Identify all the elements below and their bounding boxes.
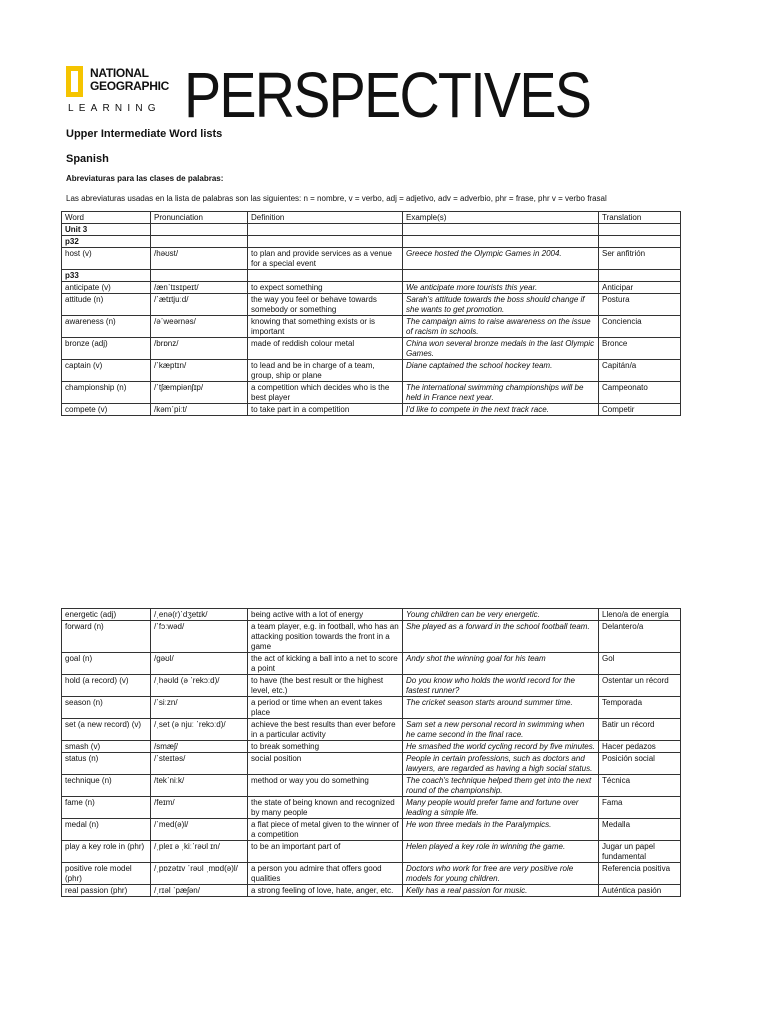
table-row — [62, 885, 681, 897]
word-cell: attitude (n) — [62, 294, 151, 316]
translation-cell: Delantero/a — [599, 621, 681, 653]
pronunciation-cell: /᾽med(ə)l/ — [151, 819, 248, 841]
table-header-row — [62, 212, 681, 224]
translation-cell: Bronce — [599, 338, 681, 360]
definition-cell: achieve the best results than ever before in a particular activity — [248, 719, 403, 741]
example-cell: Do you know who holds the world record for the fastest runner? — [403, 675, 599, 697]
unit-row — [62, 224, 681, 236]
example-cell: People in certain professions, such as doctors and lawyers, are regarded as having a high social status. — [403, 753, 599, 775]
word-cell: technique (n) — [62, 775, 151, 797]
definition-cell: a flat piece of metal given to the winner of a competition — [248, 819, 403, 841]
pronunciation-cell: /tek᾽niːk/ — [151, 775, 248, 797]
translation-cell: Anticipar — [599, 282, 681, 294]
header-translation: Translation — [599, 212, 681, 224]
table-row — [62, 775, 681, 797]
word-cell: fame (n) — [62, 797, 151, 819]
page-row — [62, 236, 681, 248]
table-row — [62, 382, 681, 404]
translation-cell: Técnica — [599, 775, 681, 797]
table-row — [62, 609, 681, 621]
word-cell: medal (n) — [62, 819, 151, 841]
abbreviations-title: Abreviaturas para las clases de palabras: — [66, 174, 224, 183]
example-cell: The coach's technique helped them get into the next round of the championship. — [403, 775, 599, 797]
definition-cell: to lead and be in charge of a team, group, ship or plane — [248, 360, 403, 382]
table-row — [62, 360, 681, 382]
word-list-table-1 — [61, 211, 681, 416]
header-word: Word — [62, 212, 151, 224]
table-row — [62, 316, 681, 338]
pronunciation-cell: /həʊst/ — [151, 248, 248, 270]
example-cell: Young children can be very energetic. — [403, 609, 599, 621]
translation-cell: Medalla — [599, 819, 681, 841]
definition-cell: to break something — [248, 741, 403, 753]
word-cell: host (v) — [62, 248, 151, 270]
definition-cell: a competition which decides who is the best player — [248, 382, 403, 404]
language-heading: Spanish — [66, 153, 109, 165]
definition-cell: made of reddish colour metal — [248, 338, 403, 360]
example-cell: We anticipate more tourists this year. — [403, 282, 599, 294]
pronunciation-cell: /᾽kæptɪn/ — [151, 360, 248, 382]
pronunciation-cell: /brɒnz/ — [151, 338, 248, 360]
word-cell: status (n) — [62, 753, 151, 775]
header-definition: Definition — [248, 212, 403, 224]
example-cell: Greece hosted the Olympic Games in 2004. — [403, 248, 599, 270]
header-examples: Example(s) — [403, 212, 599, 224]
translation-cell: Ser anfitrión — [599, 248, 681, 270]
definition-cell: a period or time when an event takes place — [248, 697, 403, 719]
translation-cell: Capitán/a — [599, 360, 681, 382]
example-cell: The cricket season starts around summer time. — [403, 697, 599, 719]
pronunciation-cell: /ˌpleɪ ə ˌkiː᾽rəʊl ɪn/ — [151, 841, 248, 863]
pronunciation-cell: /feɪm/ — [151, 797, 248, 819]
word-list-table-2 — [61, 608, 681, 897]
table-row — [62, 841, 681, 863]
definition-cell: to take part in a competition — [248, 404, 403, 416]
definition-cell: method or way you do something — [248, 775, 403, 797]
word-cell: goal (n) — [62, 653, 151, 675]
translation-cell: Competir — [599, 404, 681, 416]
product-title: PERSPECTIVES — [184, 59, 591, 131]
definition-cell: to plan and provide services as a venue for a special event — [248, 248, 403, 270]
word-cell: season (n) — [62, 697, 151, 719]
example-cell: Many people would prefer fame and fortune over leading a simple life. — [403, 797, 599, 819]
pronunciation-cell: /᾽ætɪtjuːd/ — [151, 294, 248, 316]
example-cell: He won three medals in the Paralympics. — [403, 819, 599, 841]
page-label: p33 — [62, 270, 151, 282]
pronunciation-cell: /ˌrɪəl ᾽pæʃən/ — [151, 885, 248, 897]
table-row — [62, 282, 681, 294]
word-cell: compete (v) — [62, 404, 151, 416]
definition-cell: the way you feel or behave towards somebody or something — [248, 294, 403, 316]
table-row — [62, 294, 681, 316]
word-cell: championship (n) — [62, 382, 151, 404]
definition-cell: to have (the best result or the highest level, etc.) — [248, 675, 403, 697]
example-cell: Sam set a new personal record in swimming when he came second in the final race. — [403, 719, 599, 741]
table-row — [62, 741, 681, 753]
header-pronunciation: Pronunciation — [151, 212, 248, 224]
example-cell: The campaign aims to raise awareness on the issue of racism in schools. — [403, 316, 599, 338]
table-row — [62, 653, 681, 675]
table-row — [62, 719, 681, 741]
translation-cell: Fama — [599, 797, 681, 819]
brand-name — [90, 67, 169, 93]
table-body — [62, 282, 681, 416]
table-row — [62, 753, 681, 775]
definition-cell: the act of kicking a ball into a net to score a point — [248, 653, 403, 675]
word-cell: smash (v) — [62, 741, 151, 753]
table-row — [62, 338, 681, 360]
definition-cell: social position — [248, 753, 403, 775]
translation-cell: Conciencia — [599, 316, 681, 338]
example-cell: Helen played a key role in winning the game. — [403, 841, 599, 863]
definition-cell: the state of being known and recognized by many people — [248, 797, 403, 819]
definition-cell: being active with a lot of energy — [248, 609, 403, 621]
translation-cell: Referencia positiva — [599, 863, 681, 885]
definition-cell: to expect something — [248, 282, 403, 294]
pronunciation-cell: /᾽siːzn/ — [151, 697, 248, 719]
translation-cell: Batir un récord — [599, 719, 681, 741]
pronunciation-cell: /ˌhəʊld (ə ᾽rekɔːd)/ — [151, 675, 248, 697]
page-label: p32 — [62, 236, 151, 248]
example-cell: Andy shot the winning goal for his team — [403, 653, 599, 675]
example-cell: Kelly has a real passion for music. — [403, 885, 599, 897]
definition-cell: a strong feeling of love, hate, anger, etc. — [248, 885, 403, 897]
word-cell: hold (a record) (v) — [62, 675, 151, 697]
translation-cell: Hacer pedazos — [599, 741, 681, 753]
word-cell: awareness (n) — [62, 316, 151, 338]
example-cell: She played as a forward in the school football team. — [403, 621, 599, 653]
word-cell: positive role model (phr) — [62, 863, 151, 885]
table-row — [62, 863, 681, 885]
pronunciation-cell: /᾽tʃæmpiənʃɪp/ — [151, 382, 248, 404]
table-row — [62, 621, 681, 653]
word-cell: captain (v) — [62, 360, 151, 382]
word-cell: bronze (adj) — [62, 338, 151, 360]
unit-label: Unit 3 — [62, 224, 151, 236]
table-row — [62, 675, 681, 697]
translation-cell: Jugar un papel fundamental — [599, 841, 681, 863]
word-cell: play a key role in (phr) — [62, 841, 151, 863]
pronunciation-cell: /᾽steɪtəs/ — [151, 753, 248, 775]
pronunciation-cell: /ə᾽weərnəs/ — [151, 316, 248, 338]
table-row — [62, 697, 681, 719]
example-cell: Doctors who work for free are very positive role models for young children. — [403, 863, 599, 885]
definition-cell: to be an important part of — [248, 841, 403, 863]
pronunciation-cell: /ˌpɒzətɪv ᾽rəʊl ˌmɒd(ə)l/ — [151, 863, 248, 885]
translation-cell: Campeonato — [599, 382, 681, 404]
word-cell: anticipate (v) — [62, 282, 151, 294]
table-row — [62, 248, 681, 270]
pronunciation-cell: /gəʊl/ — [151, 653, 248, 675]
word-cell: forward (n) — [62, 621, 151, 653]
table-body — [62, 609, 681, 897]
translation-cell: Temporada — [599, 697, 681, 719]
definition-cell: a person you admire that offers good qualities — [248, 863, 403, 885]
translation-cell: Lleno/a de energía — [599, 609, 681, 621]
brand-line-2: GEOGRAPHIC — [90, 79, 170, 93]
translation-cell: Posición social — [599, 753, 681, 775]
pronunciation-cell: /kəm᾽piːt/ — [151, 404, 248, 416]
word-cell: real passion (phr) — [62, 885, 151, 897]
table-row — [62, 819, 681, 841]
pronunciation-cell: /ˌset (ə njuː ᾽rekɔːd)/ — [151, 719, 248, 741]
translation-cell: Auténtica pasión — [599, 885, 681, 897]
word-cell: set (a new record) (v) — [62, 719, 151, 741]
example-cell: I'd like to compete in the next track race. — [403, 404, 599, 416]
pronunciation-cell: /smæʃ/ — [151, 741, 248, 753]
translation-cell: Postura — [599, 294, 681, 316]
translation-cell: Gol — [599, 653, 681, 675]
definition-cell: knowing that something exists or is important — [248, 316, 403, 338]
brand-line-1: NATIONAL — [90, 66, 149, 80]
example-cell: China won several bronze medals in the last Olympic Games. — [403, 338, 599, 360]
table-row — [62, 797, 681, 819]
pronunciation-cell: /æn᾽tɪsɪpeɪt/ — [151, 282, 248, 294]
abbreviations-text: Las abreviaturas usadas en la lista de palabras son las siguientes: n = nombre, v = verbo, adj = adjetivo, adv = adverbio, phr = frase, phr v = verbo frasal — [66, 194, 607, 203]
example-cell: Sarah's attitude towards the boss should change if she wants to get promotion. — [403, 294, 599, 316]
example-cell: Diane captained the school hockey team. — [403, 360, 599, 382]
pronunciation-cell: /ˌenə(r)᾽dʒetɪk/ — [151, 609, 248, 621]
example-cell: He smashed the world cycling record by five minutes. — [403, 741, 599, 753]
page-row — [62, 270, 681, 282]
definition-cell: a team player, e.g. in football, who has an attacking position towards the front in a game — [248, 621, 403, 653]
pronunciation-cell: /᾽fɔːwəd/ — [151, 621, 248, 653]
yellow-frame-icon — [66, 66, 83, 97]
example-cell: The international swimming championships will be held in France next year. — [403, 382, 599, 404]
word-cell: energetic (adj) — [62, 609, 151, 621]
brand-learning: LEARNING — [68, 103, 161, 114]
table-row — [62, 404, 681, 416]
translation-cell: Ostentar un récord — [599, 675, 681, 697]
document-heading: Upper Intermediate Word lists — [66, 128, 223, 140]
